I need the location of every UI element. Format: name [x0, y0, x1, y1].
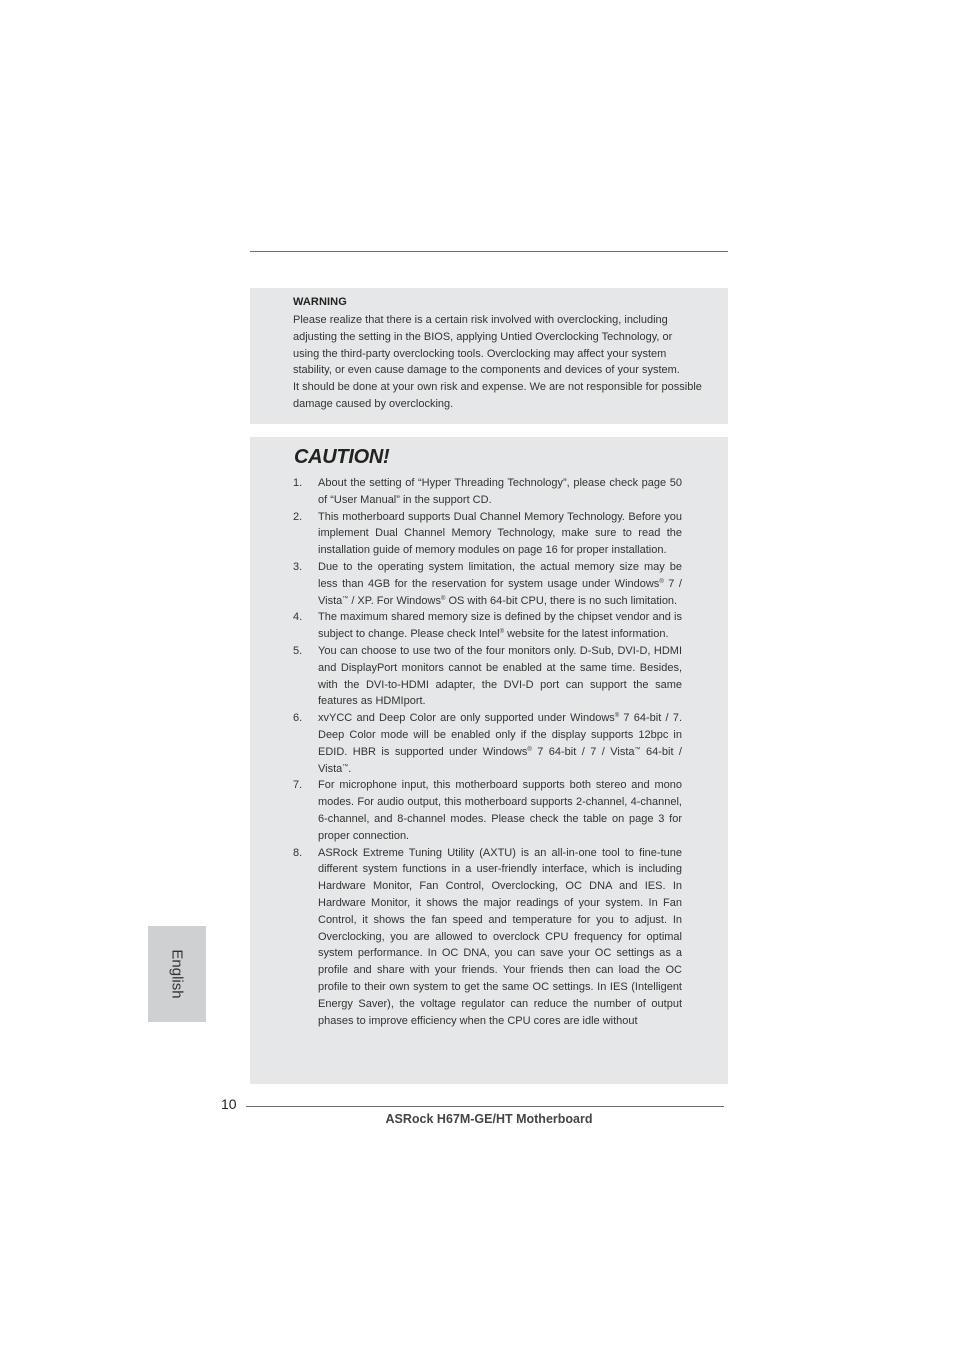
caution-item-text: ASRock Extreme Tuning Utility (AXTU) is an all-in-one tool to fine-tune different system functions in a user-friendly interface, which is including Hardware Monitor, Fan Control, Overclocking, OC DNA and IES. In Hardware Monitor, it shows the major readings of your system. In Fan Control, it shows the fan speed and temperature for you to adjust. In Overclocking, you are allowed to overclock CPU frequency for optimal system performance. In OC DNA, you can save your OC settings as a profile and share with your friends. Your friends then can load the OC profile to their own system to get the same OC settings. In IES (Intelligent Energy Saver), the voltage regulator can reduce the number of output phases to improve efficiency when the CPU cores are idle without	[318, 846, 682, 1027]
footer-divider	[246, 1106, 724, 1107]
language-tab-label: English	[168, 949, 186, 999]
caution-item-text: xvYCC and Deep Color are only supported under Windows® 7 64-bit / 7. Deep Color mode will be enabled only if the display supports 12bpc in EDID. HBR is supported under Windows® 7 64-bit / 7 / Vista™ 64-bit / Vista™.	[318, 712, 682, 775]
warning-box	[250, 288, 728, 424]
caution-list	[293, 475, 682, 1029]
warning-line: Please realize that there is a certain risk involved with overclocking, including	[293, 314, 668, 326]
caution-title: CAUTION!	[294, 446, 390, 468]
footer-product-name: ASRock H67M-GE/HT Motherboard	[385, 1112, 593, 1126]
warning-line: It should be done at your own risk and expense. We are not responsible for possible	[293, 381, 702, 394]
caution-item-number: 8.	[293, 846, 303, 859]
language-tab	[148, 926, 206, 1022]
caution-item-number: 1.	[293, 477, 303, 489]
caution-item	[293, 509, 682, 559]
caution-item-number: 3.	[293, 560, 303, 573]
warning-title: WARNING	[293, 296, 347, 308]
caution-item	[293, 777, 682, 844]
warning-line: damage caused by overclocking.	[293, 397, 454, 410]
warning-line: adjusting the setting in the BIOS, applying Untied Overclocking Technology, or	[293, 330, 673, 343]
caution-item-number: 6.	[293, 712, 303, 725]
caution-item-text: For microphone input, this motherboard supports both stereo and mono modes. For audio output, this motherboard supports 2-channel, 4-channel, 6-channel, and 8-channel modes. Please check the table on page 3 for proper connection.	[318, 779, 682, 842]
top-divider	[250, 251, 728, 252]
caution-item	[293, 559, 682, 609]
page-number: 10	[221, 1096, 237, 1112]
caution-item	[293, 845, 682, 1030]
caution-item-text: This motherboard supports Dual Channel Memory Technology. Before you implement Dual Channel Memory Technology, make sure to read the installation guide of memory modules on page 16 for proper installation.	[318, 510, 682, 557]
caution-item-number: 7.	[293, 779, 303, 792]
caution-item-number: 4.	[293, 611, 303, 624]
warning-text	[293, 312, 717, 413]
warning-line: using the third-party overclocking tools. Overclocking may affect your system	[293, 347, 667, 360]
caution-item	[293, 475, 682, 509]
caution-item-text: Due to the operating system limitation, the actual memory size may be less than 4GB for the reservation for system usage under Windows® 7 / Vista™ / XP. For Windows® OS with 64-bit CPU, there is no such limitation.	[318, 560, 682, 607]
caution-item-text: You can choose to use two of the four monitors only. D-Sub, DVI-D, HDMI and DisplayPort monitors cannot be enabled at the same time. Besides, with the DVI-to-HDMI adapter, the DVI-D port can support the same features as HDMIport.	[318, 644, 682, 708]
caution-item	[293, 710, 682, 777]
caution-item-number: 2.	[293, 510, 303, 523]
caution-box	[250, 437, 728, 1084]
caution-item-number: 5.	[293, 644, 303, 657]
caution-item	[293, 643, 682, 710]
caution-item	[293, 609, 682, 643]
caution-item-text: About the setting of “Hyper Threading Technology”, please check page 50 of “User Manual” in the support CD.	[318, 477, 682, 506]
warning-line: stability, or even cause damage to the components and devices of your system.	[293, 364, 680, 377]
caution-item-text: The maximum shared memory size is defined by the chipset vendor and is subject to change. Please check Intel® website for the latest information.	[318, 611, 682, 641]
